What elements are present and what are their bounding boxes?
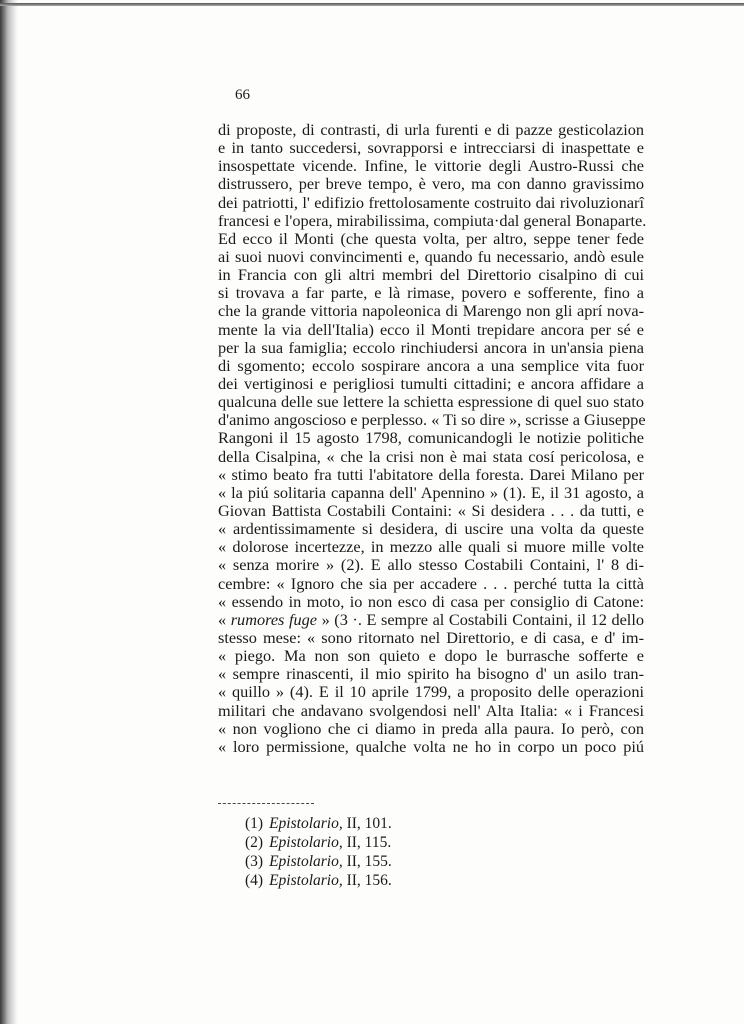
text-line: « senza morire » (2). E allo stesso Costabili Containi, l' 8 di-	[218, 555, 644, 575]
footnote-reference: II, 156.	[342, 872, 392, 889]
text-line: « quillo » (4). E il 10 aprile 1799, a proposito delle operazioni	[218, 682, 644, 702]
footnote-title: Epistolario,	[269, 815, 343, 832]
text-line: qualcuna delle sue lettere la schietta espressione di quel suo stato	[218, 392, 644, 412]
text-line-rumores-fuge	[218, 611, 644, 629]
text-line: per la sua famiglia; eccolo rinchiudersi ancora in un'ansia piena	[218, 337, 644, 357]
text-line: si trovava a far parte, e là rimase, povero e sofferente, fino a	[218, 283, 644, 303]
page-number: 66	[235, 87, 250, 103]
text-line: « stimo beato fra tutti l'abitatore della foresta. Darei Milano per	[218, 464, 644, 484]
text-line: e in tanto succedersi, sovrapporsi e intrecciarsi di inaspettate e	[218, 138, 644, 158]
footnote-title: Epistolario,	[269, 834, 343, 851]
text-line: in Francia con gli altri membri del Direttorio cisalpino di cui	[218, 265, 644, 285]
text-line: francesi e l'opera, mirabilissima, compiuta·dal general Bonaparte.	[218, 210, 647, 230]
text-line: « piego. Ma non son quieto e dopo le burrasche sofferte e	[218, 646, 644, 666]
text-line: « essendo in moto, io non esco di casa per consiglio di Catone:	[218, 591, 644, 611]
text-line: « sempre rinascenti, il mio spirito ha bisogno d' un asilo tran-	[218, 664, 644, 684]
text-line: di sgomento; eccolo sospirare ancora a una semplice vita fuor	[218, 355, 644, 375]
text-line: distrussero, per breve tempo, è vero, ma con danno gravissimo	[218, 174, 644, 194]
footnote-number: (1)	[245, 815, 264, 832]
footnotes	[245, 814, 392, 890]
text-line: Ed ecco il Monti (che questa volta, per altro, seppe tener fede	[218, 228, 644, 248]
text-line: « non vogliono che ci diamo in preda alla paura. Io però, con	[218, 718, 644, 738]
text-line: ai suoi nuovi convincimenti e, quando fu necessario, andò esule	[218, 246, 644, 266]
text-line: d'animo angoscioso e perplesso. « Ti so dire », scrisse a Giuseppe	[218, 410, 646, 430]
scan-border-top	[0, 3, 744, 6]
text-line: « ardentissimamente si desidera, di uscire una volta da queste	[218, 519, 644, 539]
text-line: mente la via dell'Italia) ecco il Monti trepidare ancora per sé e	[218, 319, 644, 339]
text-line: « la piú solitaria capanna dell' Apennino » (1). E, il 31 agosto, a	[218, 482, 644, 502]
footnote-title: Epistolario,	[269, 853, 343, 870]
footnote-reference: II, 101.	[342, 815, 392, 832]
text-line: « dolorose incertezze, in mezzo alle quali si muore mille volte	[218, 537, 644, 557]
footnote-reference: II, 115.	[342, 834, 392, 851]
footnote-number: (2)	[245, 834, 264, 851]
footnote-rule	[218, 803, 314, 804]
text-segment: » (3 ·. E sempre al Costabili Containi, il 12 dello	[317, 609, 644, 629]
italic-quote: rumores fuge	[230, 609, 317, 629]
text-line: dei vertiginosi e perigliosi tumulti cittadini; e ancora affidare a	[218, 373, 644, 393]
text-line: insospettate vicende. Infine, le vittorie degli Austro-Russi che	[218, 156, 644, 176]
text-line: della Cisalpina, « che la crisi non è mai stata cosí pericolosa, e	[218, 446, 644, 466]
footnote	[245, 871, 392, 890]
text-line: militari che andavano svolgendosi nell' Alta Italia: « i Francesi	[218, 700, 644, 720]
text-line: Giovan Battista Costabili Containi: « Si desidera . . . da tutti, e	[218, 500, 644, 520]
footnote-title: Epistolario,	[269, 872, 343, 889]
footnote-reference: II, 155.	[342, 853, 392, 870]
text-line: Rangoni il 15 agosto 1798, comunicandogli le notizie politiche	[218, 428, 644, 448]
footnote-number: (4)	[245, 872, 264, 889]
text-line: di proposte, di contrasti, di urla furenti e di pazze gesticolazion	[218, 120, 644, 139]
text-line: « loro permissione, qualche volta ne ho in corpo un poco piú	[218, 736, 644, 756]
footnote	[245, 833, 392, 852]
text-segment: «	[218, 609, 231, 629]
footnote	[245, 814, 392, 833]
body-text	[218, 120, 647, 756]
text-line: cembre: « Ignoro che sia per accadere . . . perché tutta la città	[218, 573, 644, 593]
scan-border-left	[0, 0, 18, 1024]
text-line: stesso mese: « sono ritornato nel Direttorio, e di casa, e d' im-	[218, 627, 644, 647]
text-line: dei patriotti, l' edifizio frettolosamente costruito dai rivoluzionarî	[218, 192, 644, 212]
footnote	[245, 852, 392, 871]
text-line: che la grande vittoria napoleonica di Marengo non gli aprí nova-	[218, 301, 644, 321]
footnote-number: (3)	[245, 853, 264, 870]
